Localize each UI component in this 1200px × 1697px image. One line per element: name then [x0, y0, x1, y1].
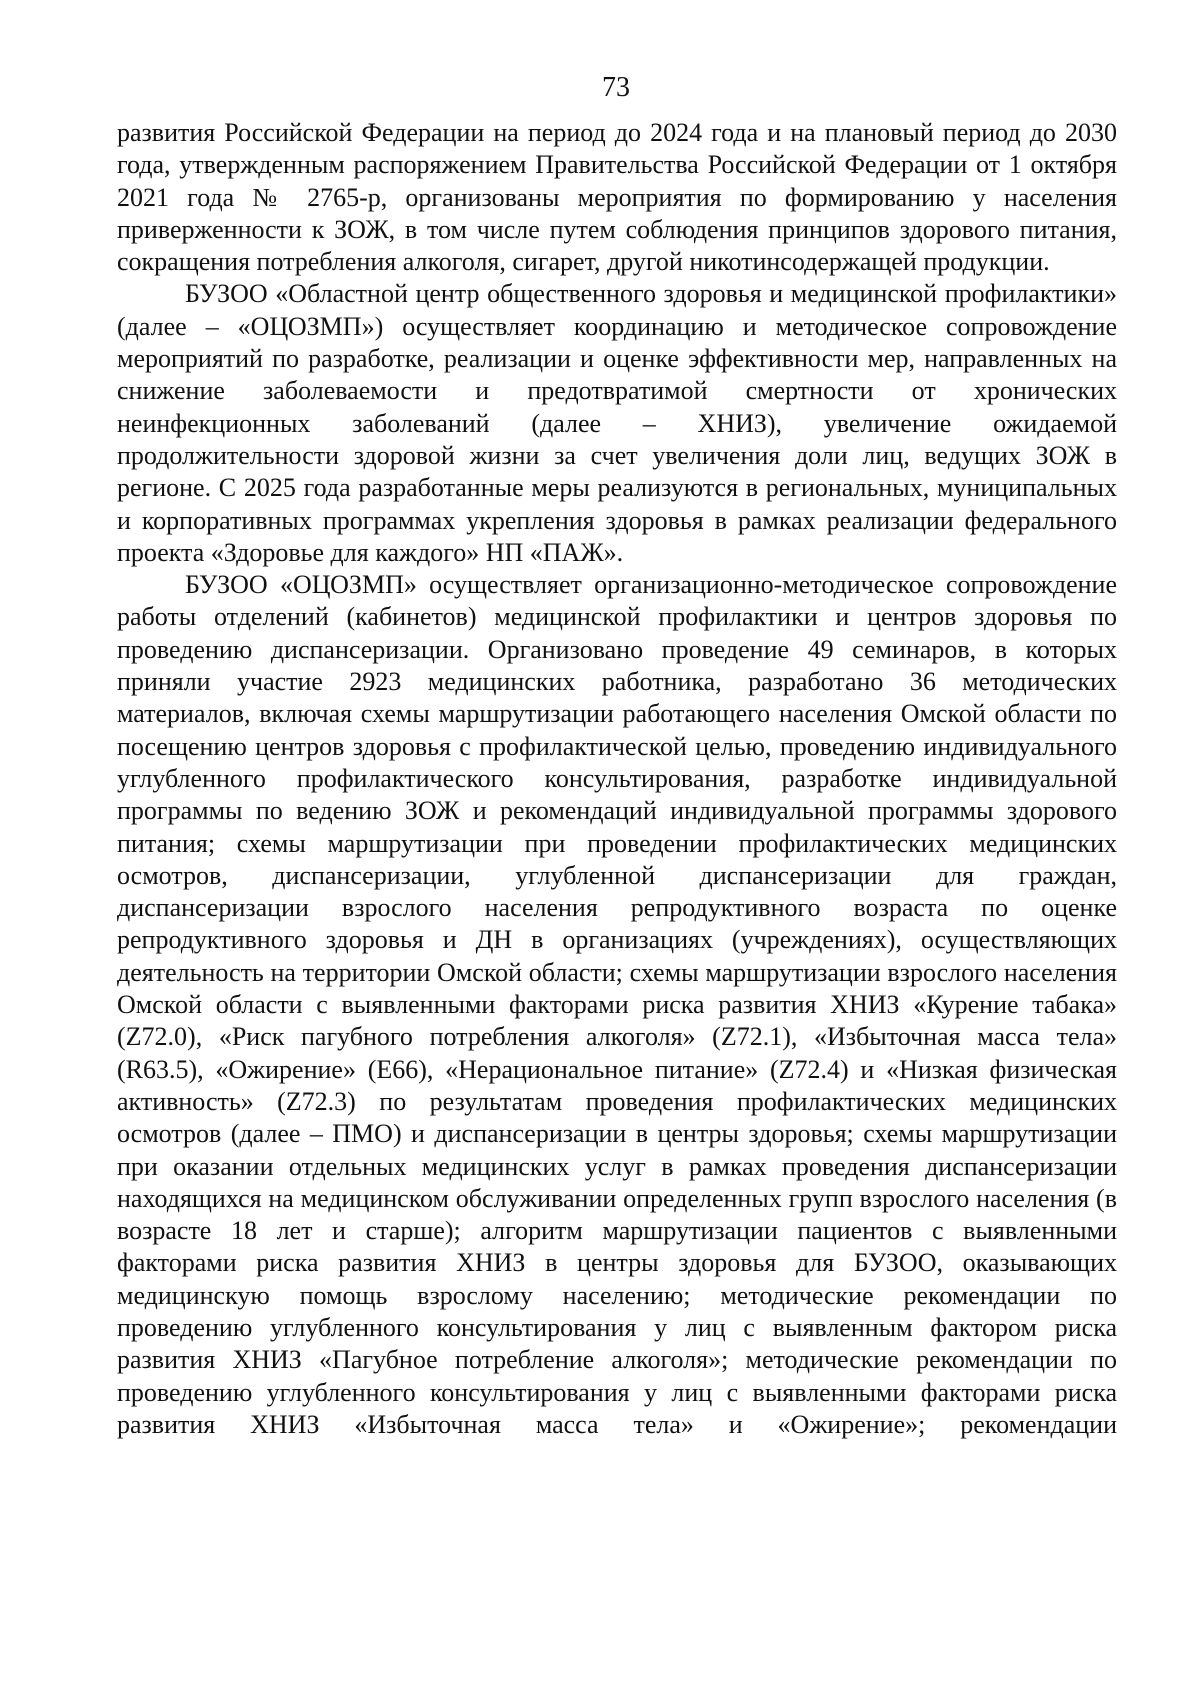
paragraph-1: развития Российской Федерации на период до 2024 года и на плановый период до 2030 года, утвержденным распоряжением Правительства Российской Федерации от 1 октября 2021 года № 2765-р, организованы мероприятия по формированию у населения приверженности к ЗОЖ, в том числе путем соблюдения принципов здорового питания, сокращения потребления алкоголя, сигарет, другой никотинсодержащей продукции. — [117, 118, 1117, 277]
paragraph-2: БУЗОО «Областной центр общественного здоровья и медицинской профилактики» (далее – «ОЦОЗМП») осуществляет координацию и методическое сопровождение мероприятий по разработке, реализации и оценке эффективности мер, направленных на снижение заболеваемости и предотвратимой смертности от хронических неинфекционных заболеваний (далее – ХНИЗ), увеличение ожидаемой продолжительности здоровой жизни за счет увеличения доли лиц, ведущих ЗОЖ в регионе. С 2025 года разработанные меры реализуются в региональных, муниципальных и корпоративных программах укрепления здоровья в рамках реализации федерального проекта «Здоровье для каждого» НП «ПАЖ». — [117, 279, 1117, 567]
page-number: 73 — [602, 72, 630, 103]
document-body — [117, 117, 1117, 1441]
paragraph-3: БУЗОО «ОЦОЗМП» осуществляет организационно-методическое сопровождение работы отделений (кабинетов) медицинской профилактики и центров здоровья по проведению диспансеризации. Организовано проведение 49 семинаров, в которых приняли участие 2923 медицинских работника, разработано 36 методических материалов, включая схемы маршрутизации работающего населения Омской области по посещению центров здоровья с профилактической целью, проведению индивидуального углубленного профилактического консультирования, разработке индивидуальной программы по ведению ЗОЖ и рекомендаций индивидуальной программы здорового питания; схемы маршрутизации при проведении профилактических медицинских осмотров, диспансеризации, углубленной диспансеризации для граждан, диспансеризации взрослого населения репродуктивного возраста по оценке репродуктивного здоровья и ДН в организациях (учреждениях), осуществляющих деятельность на территории Омской области; схемы маршрутизации взрослого населения Омской области с выявленными факторами риска развития ХНИЗ «Курение табака» (Z72.0), «Риск пагубного потребления алкоголя» (Z72.1), «Избыточная масса тела» (R63.5), «Ожирение» (E66), «Нерациональное питание» (Z72.4) и «Низкая физическая активность» (Z72.3) по результатам проведения профилактических медицинских осмотров (далее – ПМО) и диспансеризации в центры здоровья; схемы маршрутизации при оказании отдельных медицинских услуг в рамках проведения диспансеризации находящихся на медицинском обслуживании определенных групп взрослого населения (в возрасте 18 лет и старше); алгоритм маршрутизации пациентов с выявленными факторами риска развития ХНИЗ в центры здоровья для БУЗОО, оказывающих медицинскую помощь взрослому населению; методические рекомендации по проведению углубленного консультирования у лиц с выявленным фактором риска развития ХНИЗ «Пагубное потребление алкоголя»; методические рекомендации по проведению углубленного консультирования у лиц с выявленными факторами риска развития ХНИЗ «Избыточная масса тела» и «Ожирение»; рекомендации — [117, 570, 1117, 1439]
